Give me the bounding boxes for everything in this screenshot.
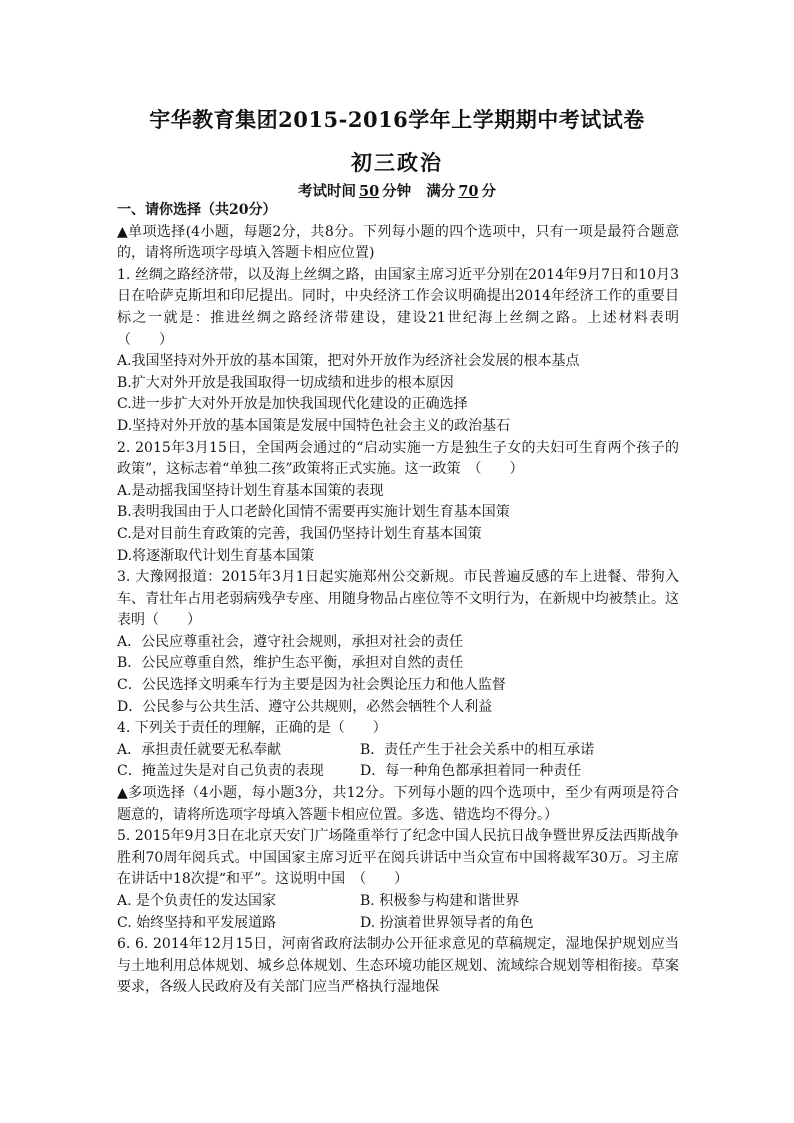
question-6-stem: 6. 6. 2014年12月15日，河南省政府法制办公开征求意见的草稿规定，湿地保护规划应当与土地利用总体规划、城乡总体规划、生态环境功能区规划、流域综合规划等相衔接。草案要求，各级人民政府及有关部门应当严格执行湿地保: [117, 936, 679, 996]
question-3-stem: 3. 大豫网报道：2015年3月1日起实施郑州公交新规。市民普遍反感的车上进餐、带狗入车、青壮年占用老弱病残孕专座、用随身物品占座位等不文明行为，在新规中均被禁止。这表明（ ）: [117, 569, 679, 629]
question-4-option-c: C．掩盖过失是对自己负责的表现: [117, 763, 324, 780]
question-1-option-a: A.我国坚持对外开放的基本国策，把对外开放作为经济社会发展的根本基点: [117, 353, 580, 370]
question-2-option-d: D.将逐渐取代计划生育基本国策: [117, 547, 315, 564]
score-value: 70: [458, 183, 479, 200]
exam-subject: 初三政治: [351, 150, 443, 175]
question-4-option-a: A．承担责任就要无私奉献: [117, 741, 282, 758]
question-2-option-a: A.是动摇我国坚持计划生育基本国策的表现: [117, 482, 384, 499]
question-2-stem: 2. 2015年3月15日，全国两会通过的“启动实施一方是独生子女的夫妇可生育两个孩子的政策”，这标志着“单独二孩”政策将正式实施。这一政策 （ ）: [117, 439, 679, 478]
multi-choice-instructions: ▲多项选择（4小题，每小题3分，共12分。下列每小题的四个选项中，至少有两项是符合题意的，请将所选项字母填入答题卡相应位置。多选、错选均不得分。）: [117, 785, 679, 823]
question-3-option-c: C．公民选择文明乘车行为主要是因为社会舆论压力和他人监督: [117, 677, 506, 694]
question-3-option-b: B．公民应尊重自然，维护生态平衡，承担对自然的责任: [117, 655, 464, 672]
question-5-options-row-1: [117, 891, 679, 913]
single-choice-instructions: ▲单项选择(4小题，每题2分，共8分。下列每小题的四个选项中，只有一项是最符合题意的，请将所选项字母填入答题卡相应位置): [117, 223, 679, 262]
question-5-option-d: D. 扮演着世界领导者的角色: [360, 914, 534, 931]
question-5-stem: 5. 2015年9月3日在北京天安门广场隆重举行了纪念中国人民抗日战争暨世界反法西斯战争胜利70周年阅兵式。中国国家主席习近平在阅兵讲话中当众宣布中国将裁军30万。习主席在讲话中18次提“和平”。这说明中国 （ ）: [117, 828, 679, 888]
exam-title: 宇华教育集团2015-2016学年上学期期中考试试卷: [149, 107, 645, 132]
exam-meta: [0, 180, 794, 201]
question-5-options-row-2: [117, 913, 679, 935]
score-unit: 分: [481, 183, 497, 200]
question-4-option-d: D．每一种角色都承担着同一种责任: [360, 763, 582, 780]
question-1-stem: 1. 丝绸之路经济带，以及海上丝绸之路，由国家主席习近平分别在2014年9月7日和10月3日在哈萨克斯坦和印尼提出。同时，中央经济工作会议明确提出2014年经济工作的重要目标之一就是：推进丝绸之路经济带建设，建设21世纪海上丝绸之路。上述材料表明 （ ）: [117, 266, 693, 348]
question-4-stem: 4. 下列关于责任的理解，正确的是（ ）: [117, 720, 387, 737]
question-2-option-b: B.表明我国由于人口老龄化国情不需要再实施计划生育基本国策: [117, 504, 510, 521]
section-heading: 一、请你选择（共20分）: [117, 202, 277, 218]
question-1-option-c: C.进一步扩大对外开放是加快我国现代化建设的正确选择: [117, 396, 468, 413]
time-label: 考试时间: [297, 183, 356, 200]
question-1-option-b: B.扩大对外开放是我国取得一切成绩和进步的根本原因: [117, 374, 454, 391]
question-4-option-b: B．责任产生于社会关系中的相互承诺: [360, 741, 595, 758]
question-5-option-b: B. 积极参与构建和谐世界: [360, 893, 520, 909]
exam-body: [117, 200, 693, 999]
question-1-option-d: D.坚持对外开放的基本国策是发展中国特色社会主义的政治基石: [117, 417, 511, 434]
time-unit: 分钟: [382, 183, 412, 200]
question-3-option-a: A．公民应尊重社会，遵守社会规则，承担对社会的责任: [117, 633, 464, 650]
question-4-options-row-1: [117, 740, 679, 762]
question-3-option-d: D．公民参与公共生活、遵守公共规则，必然会牺牲个人利益: [117, 698, 493, 715]
time-value: 50: [358, 183, 380, 200]
score-label: 满分: [426, 183, 456, 200]
question-5-option-c: C. 始终坚持和平发展道路: [117, 914, 277, 931]
question-5-option-a: A. 是个负责任的发达国家: [117, 893, 277, 909]
question-4-options-row-2: [117, 761, 679, 783]
question-2-option-c: C.是对目前生育政策的完善，我国仍坚持计划生育基本国策: [117, 525, 482, 542]
